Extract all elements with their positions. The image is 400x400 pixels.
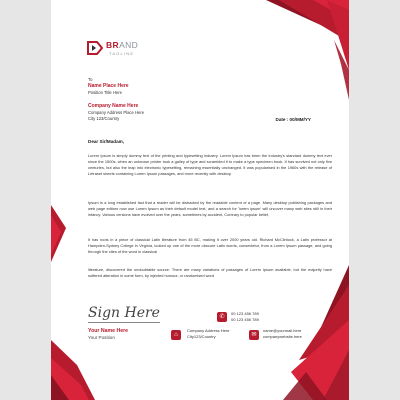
brand-tagline: TAGLINE	[109, 51, 135, 56]
to-label: To	[88, 77, 93, 82]
phone-number-2: 00 123 456 789	[231, 317, 259, 322]
recipient-position: Position Title Here	[88, 90, 122, 95]
body-paragraph: literature, discovered the undoubtable source. There are many variations of passages of Lorem Ipsum available, but the majority have suffered alteration in some form, by injected humour, or randomised word	[88, 267, 332, 278]
footer-city: City123/Country	[187, 334, 216, 339]
company-address: Company Address Place Here	[88, 110, 145, 115]
recipient-name: Name Place Here	[88, 83, 129, 89]
body-paragraph: Lorem Ipsum is simply dummy text of the printing and typesetting industry. Lorem Ipsum has been the industry's standard dummy text ever since the 1500s, when an unknown printer took a galley of type and scrambled it to make a type specimen book. It has survived not only five centuries, but also the leap into electronic typesetting, remaining essentially unchanged. It was popularised in the 1960s with the release of Letraset sheets containing Lorem Ipsum passages, and more recently with desktop	[88, 153, 332, 176]
phone-number-1: 00 123 456 789	[231, 311, 259, 316]
salutation: Dear Sir/Madam,	[88, 139, 124, 144]
company-name: Company Name Here	[88, 103, 139, 109]
signer-name: Your Name Here	[88, 328, 128, 334]
signer-position: Your Position	[88, 335, 115, 340]
company-city: City 123/Country	[88, 116, 120, 121]
brand-logo-icon	[87, 40, 103, 56]
signature-line	[88, 322, 160, 323]
signature: Sign Here	[88, 305, 160, 321]
brand-name: BRAND	[106, 40, 139, 50]
phone-icon: ✆	[217, 312, 227, 322]
body-paragraph: Ipsum is a long established fact that a reader will be distracted by the readable content of a page. Many desktop publishing packages and web page editors now use Lorem Ipsum as their default model text, and a search for 'lorem ipsum' will uncover many web sites still in their infancy. Various versions have evolved over the years, sometimes by accident, Contrary to popular belief,	[88, 200, 332, 217]
email-icon: ✉	[249, 330, 259, 340]
body-paragraph: It has roots in a piece of classical Latin literature from 45 BC, making it over 2000 years old. Richard McClintock, a Latin professor at Hampden-Sydney College in Virginia, looked up one of the more obscure Latin words, consectetur, from a Lorem Ipsum passage, and going through the cites of the word in classical	[88, 237, 332, 254]
footer-email[interactable]: name@yourmail.here	[263, 328, 302, 333]
home-icon: ⌂	[171, 330, 181, 340]
footer-address: Company Address Here	[187, 328, 230, 333]
footer-website[interactable]: companywebsite.here	[263, 334, 302, 339]
letter-date: Date : 00/MM/YY	[275, 117, 311, 122]
letterhead-page	[51, 0, 349, 400]
